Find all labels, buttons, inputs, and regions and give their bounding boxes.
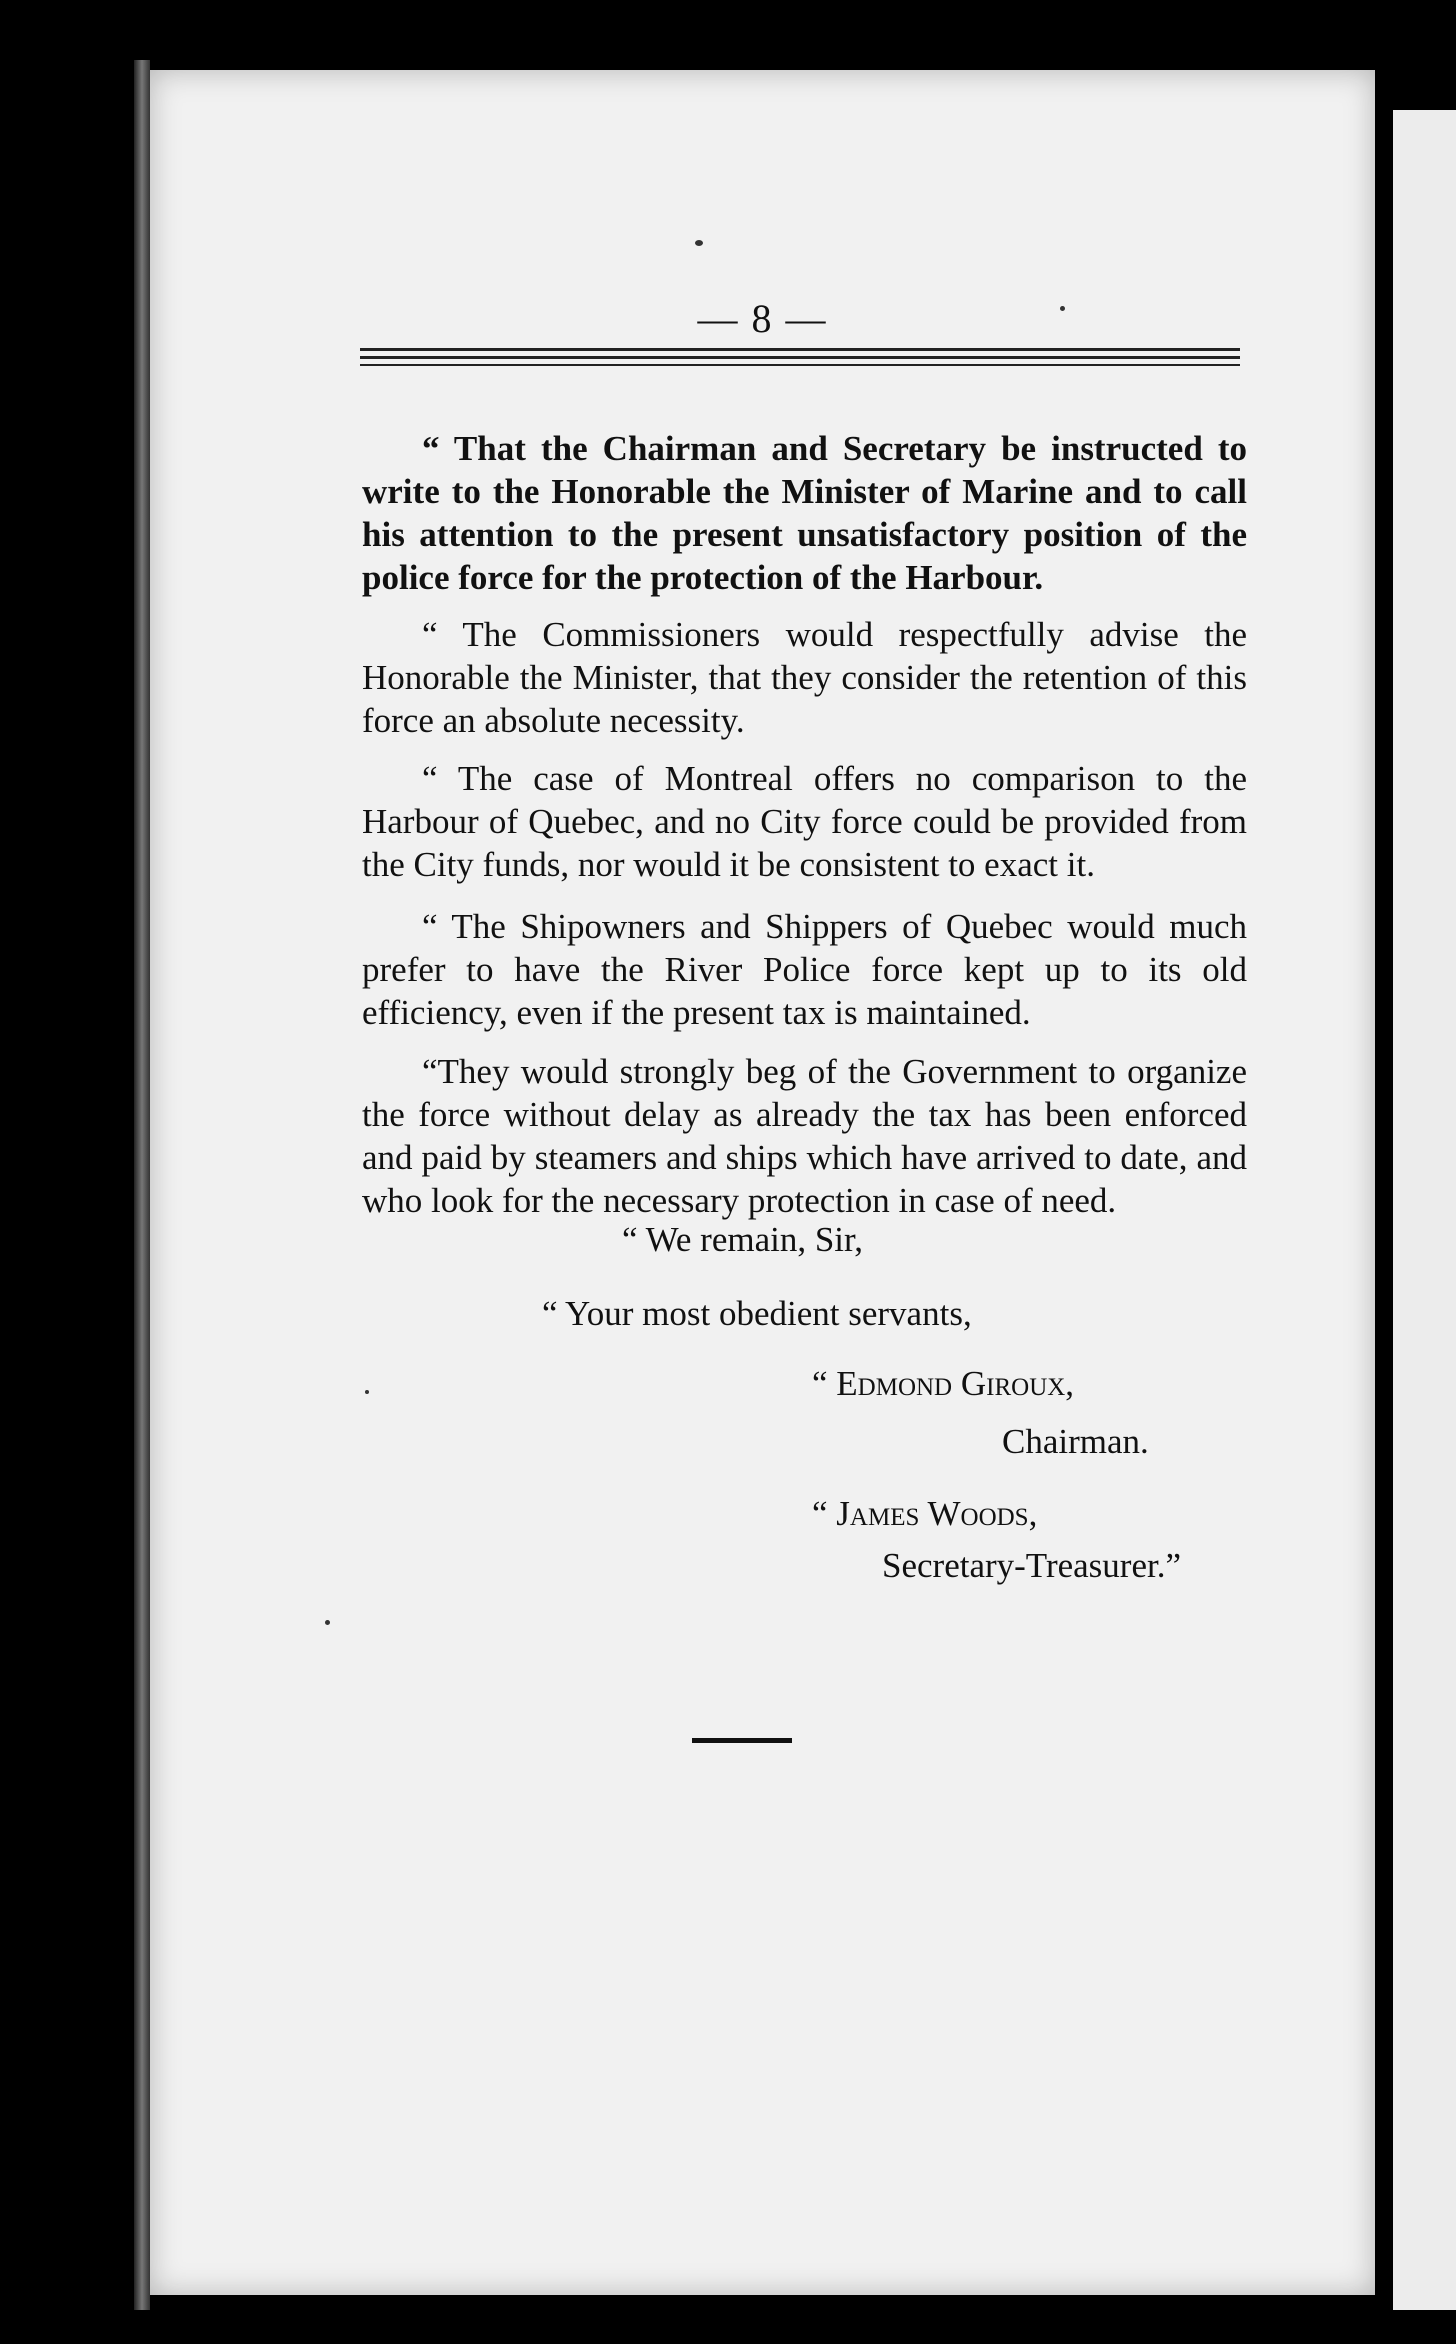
ink-speck — [365, 1390, 369, 1394]
signature-title-secretary: Secretary-Treasurer.” — [882, 1546, 1181, 1585]
ink-speck — [325, 1620, 330, 1625]
signature-name-secretary: “ James Woods, — [812, 1494, 1038, 1533]
closing-line-1: “ We remain, Sir, — [622, 1220, 864, 1259]
paragraph-2: “ The Commissioners would respectfully advise the Honorable the Minister, that they consider the retention of this force an absolute necessity. — [362, 615, 1247, 740]
header-rule-1 — [360, 348, 1240, 351]
page-gutter — [1375, 0, 1393, 2344]
paragraph-3: “ The case of Montreal offers no comparison to the Harbour of Quebec, and no City force could be provided from the City funds, nor would it be consistent to exact it. — [362, 759, 1247, 884]
signature-title-chairman: Chairman. — [1002, 1422, 1149, 1461]
end-rule — [692, 1738, 792, 1743]
ink-speck — [1060, 306, 1065, 311]
book-spine-edge — [134, 60, 150, 2310]
page-content — [150, 70, 1375, 2295]
closing-line-2: “ Your most obedient servants, — [542, 1294, 972, 1333]
header-rule-3 — [360, 364, 1240, 366]
ink-speck — [695, 240, 703, 246]
paragraph-1: “ That the Chairman and Secretary be instructed to write to the Honorable the Minister of Marine and to call his attention to the present unsatisfactory position of the police force for the protection of the Harbour. — [362, 429, 1247, 597]
paragraph-5: “They would strongly beg of the Government to organize the force without delay as already the tax has been enforced and paid by steamers and ships which have arrived to date, and who look for the necessary protection in case of need. — [362, 1052, 1247, 1220]
header-rule-2 — [360, 356, 1240, 359]
signature-name-chairman: “ Edmond Giroux, — [812, 1364, 1075, 1403]
paragraph-4: “ The Shipowners and Shippers of Quebec would much prefer to have the River Police force kept up to its old efficiency, even if the present tax is maintained. — [362, 907, 1247, 1032]
facing-page-edge — [1393, 110, 1456, 2310]
page-number: — 8 — — [697, 296, 828, 341]
